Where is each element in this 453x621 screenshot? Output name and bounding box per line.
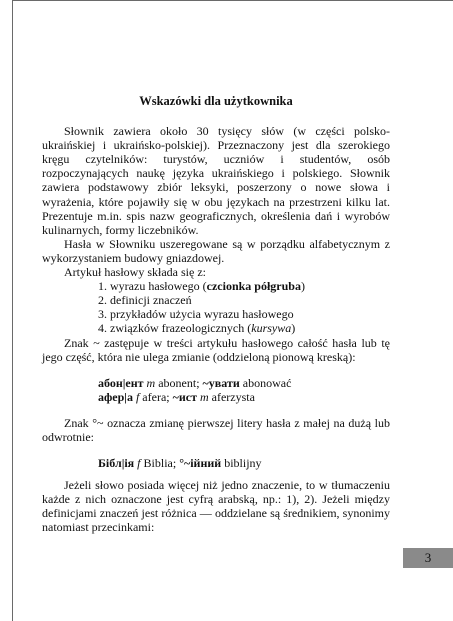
page-number: 3 xyxy=(403,548,453,568)
list-item: 2. definicji znaczeń xyxy=(98,293,192,308)
example-entry: афер|а f afera; ~ист m aferzysta xyxy=(98,389,255,404)
page-heading: Wskazówki dla użytkownika xyxy=(139,94,293,108)
list-item: 3. przykładów użycia wyrazu hasłowego xyxy=(98,307,294,322)
case-paragraph: Znak °~ oznacza zmianę pierwszej litery hasła z małej na dużą lub odwrotnie: xyxy=(42,415,390,444)
tilde-paragraph: Znak ~ zastępuje w treści artykułu hasłowego całość hasła lub tę jego część, która nie ulega zmianie (oddzieloną pionową kreską): xyxy=(42,335,390,364)
intro-paragraph: Słownik zawiera około 30 tysięcy słów (w części polsko-ukraińskiej i ukraińsko-polskiej). Przeznaczony jest dla szerokiego kręgu czytelników: turystów, uczniów i studentów, osób rozpoczynających naukę języka ukraińskiego i polskiego. Słownik zawiera podstawowy zbiór leksyki, poszerzony o nowe słowa i wyrażenia, które pojawiły się w obu językach na przestrzeni kilku lat. Prezentuje m.in. spis nazw geograficznych, określenia dań i wyrobów kulinarnych, formy liczebników. xyxy=(42,124,390,237)
structure-intro: Artykuł hasłowy składa się z: xyxy=(64,265,206,280)
frame-top-rule xyxy=(12,0,453,1)
list-item: 4. związków frazeologicznych (kursywa) xyxy=(98,321,296,336)
frame-left-rule xyxy=(12,0,13,621)
list-item: 1. wyrazu hasłowego (czcionka półgruba) xyxy=(98,279,305,294)
text-block xyxy=(42,94,390,535)
example-entry: Бібл|ія f Biblia; °~ійний biblijny xyxy=(98,456,262,471)
example-entry: абон|ент m abonent; ~увати abonować xyxy=(98,375,292,390)
meanings-paragraph: Jeżeli słowo posiada więcej niż jedno znaczenie, to w tłumaczeniu każde z nich oznaczone jest cyfrą arabską, np.: 1), 2). Jeżeli między definicjami znaczeń jest różnica — oddzielane są średnikiem, synonimy natomiast przecinkami: xyxy=(42,478,390,535)
order-paragraph: Hasła w Słowniku uszeregowane są w porządku alfabetycznym z wykorzystaniem budowy gniazdowej. xyxy=(42,236,390,265)
